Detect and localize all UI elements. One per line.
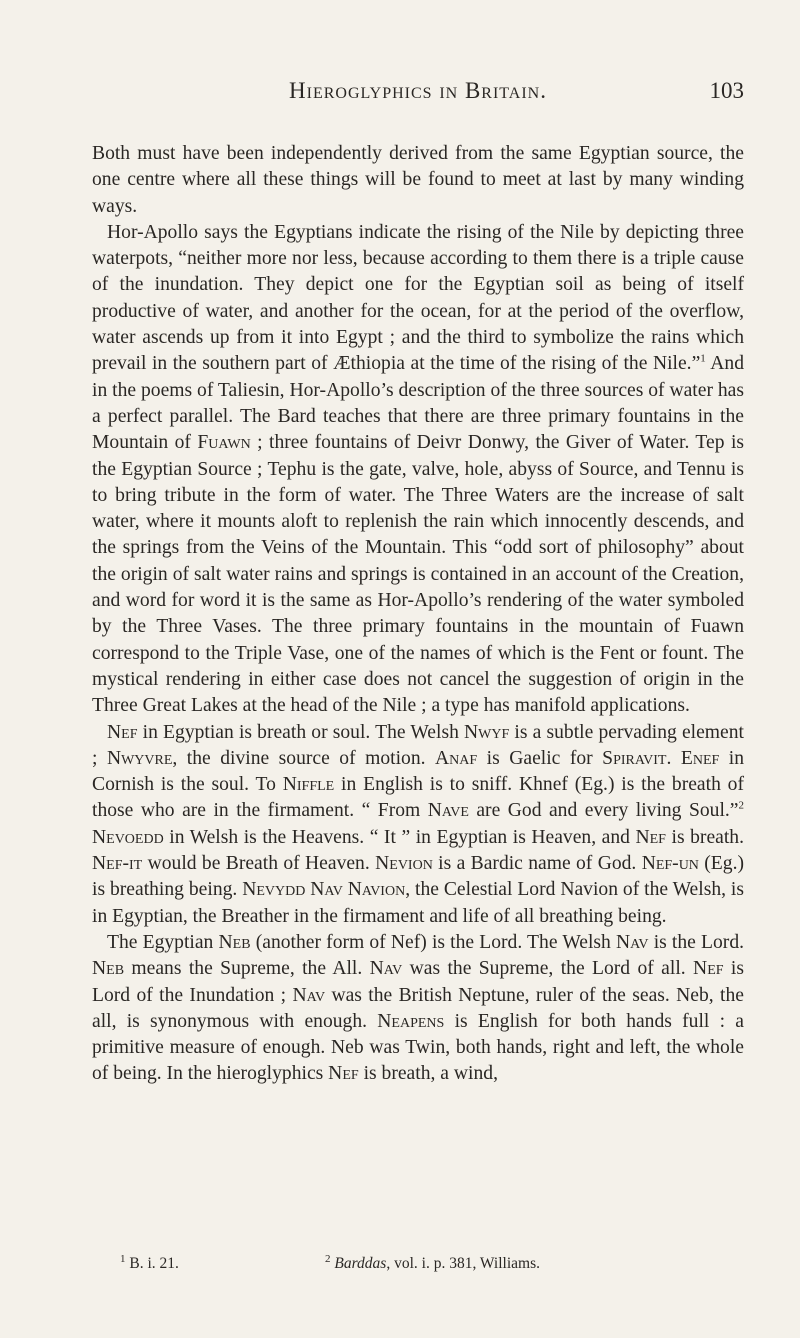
p3-text: is a Bardic name of God. xyxy=(432,853,642,875)
p3-text: , the divine source of motion. xyxy=(172,747,436,769)
term-nav: Nav xyxy=(292,984,326,1006)
page-number: 103 xyxy=(709,78,744,103)
p3-text: . xyxy=(666,747,681,769)
term-nef: Nef xyxy=(328,1063,359,1085)
term-nevydd-nav-navion: Nevydd Nav Navion xyxy=(242,879,406,901)
term-nave: Nave xyxy=(427,800,469,822)
term-nef: Nef xyxy=(635,826,666,848)
p3-text: in Cornish is the soul. To xyxy=(92,747,745,796)
term-nef-it: Nef-it xyxy=(92,853,143,875)
term-anaf: Anaf xyxy=(435,747,478,769)
p4-text: was the Supreme, the Lord of all. xyxy=(402,958,694,980)
term-nef: Nef xyxy=(693,958,724,980)
term-nwyf: Nwyf xyxy=(464,721,510,743)
footnote-1-text: B. i. 21. xyxy=(125,1255,179,1272)
p4-text: is breath, a wind, xyxy=(358,1063,498,1085)
term-nav: Nav xyxy=(615,931,649,953)
p3-text: is breath. xyxy=(665,826,744,848)
p3-text: in English is to sniff. Khnef (Eg.) is the breath of those who are in the firmament. “ From xyxy=(92,774,745,822)
paragraph-2 xyxy=(92,220,744,720)
footnote-mark-2: 2 xyxy=(325,1252,331,1265)
term-nav: Nav xyxy=(369,958,403,980)
paragraph-4 xyxy=(92,930,744,1088)
paragraph-1: Both must have been independently derived from the same Egyptian source, the one centre where all these things will be found to meet at last by many winding ways. xyxy=(92,143,744,217)
p3-text: , the Celestial Lord Navion of the Welsh, is in Egyptian, the Breather in the firmament and life of all breathing being. xyxy=(92,879,744,927)
term-neapens: Neapens xyxy=(377,1010,445,1032)
term-neb: Neb xyxy=(92,958,125,980)
p3-text: in Egyptian is breath or soul. The Welsh xyxy=(137,721,465,743)
p3-text: in Welsh is the Heavens. “ It ” in Egyptian is Heaven, and xyxy=(163,826,636,848)
p3-text: are God and every living Soul.” xyxy=(468,800,739,822)
term-nevion: Nevion xyxy=(375,853,433,875)
body-text xyxy=(92,141,744,1088)
term-spiravit: Spiravit xyxy=(602,747,667,769)
p4-text: The Egyptian xyxy=(107,931,219,953)
p4-text: means the Supreme, the All. xyxy=(124,958,370,980)
p3-text: (Eg.) is breathing being. xyxy=(92,853,744,901)
term-enef: Enef xyxy=(680,747,720,769)
running-title: Hieroglyphics in Britain. xyxy=(289,78,547,103)
footnote-2-title: Barddas xyxy=(334,1255,387,1272)
p2-text-1: Hor-Apollo says the Egyptians indicate the rising of the Nile by depicting three waterpots, “neither more nor less, because according to them there is a triple cause of the inundation. They depict one for the Egyptian soil as being of itself productive of water, and another for the ocean, for at the period of the overflow, water ascends up from it into Egypt ; and the third to symbolize the rains which prevail in the southern part of Æthiopia at the time of the rising of the Nile.” xyxy=(92,221,744,375)
footnote-1 xyxy=(120,1254,179,1274)
term-nef: Nef xyxy=(107,721,138,743)
paragraph-3 xyxy=(92,720,744,930)
p4-text: (another form of Nef) is the Lord. The Welsh xyxy=(250,931,616,953)
footnote-2-text: , vol. i. p. 381, Williams. xyxy=(386,1255,541,1272)
p3-text: would be Breath of Heaven. xyxy=(142,853,376,875)
term-niffle: Niffle xyxy=(282,774,335,796)
p3-text: is a subtle pervading element ; xyxy=(92,721,744,769)
p4-text: is the Lord. xyxy=(648,931,745,953)
term-fuawn: Fuawn xyxy=(197,432,251,454)
p3-text: is Gaelic for xyxy=(477,747,603,769)
term-nevoedd: Nevoedd xyxy=(92,826,164,848)
footnote-ref-2[interactable]: 2 xyxy=(738,799,744,812)
term-neb: Neb xyxy=(218,931,251,953)
term-nwyvre: Nwyvre xyxy=(106,747,173,769)
p4-text: is English for both hands full : a primitive measure of enough. Neb was Twin, both hands, right and left, the whole of being. In the hieroglyphics xyxy=(92,1010,744,1085)
page-header xyxy=(92,78,744,114)
term-nef-un: Nef-un xyxy=(641,853,699,875)
p4-text: is Lord of the Inundation ; xyxy=(92,958,744,1006)
footnote-ref-1[interactable]: 1 xyxy=(700,352,706,365)
p4-text: was the British Neptune, ruler of the seas. Neb, the all, is synonymous with enough. xyxy=(92,984,744,1032)
footnote-mark-1: 1 xyxy=(120,1252,126,1265)
footnote-2 xyxy=(325,1254,540,1274)
p2-text-3: ; three fountains of Deivr Donwy, the Giver of Water. Tep is the Egyptian Source ; Tephu is the gate, valve, hole, abyss of Source, and Tennu is to bring tribute in the form of water. The Three Waters are the increase of salt water, where it mounts aloft to replenish the rain which innocently descends, and the springs from the Veins of the Mountain. This “odd sort of philosophy” about the origin of salt water rains and springs is contained in an account of the Creation, and word for word it is the same as Hor-Apollo’s rendering of the water symboled by the Three Vases. The three primary fountains in the mountain of Fuawn correspond to the Triple Vase, one of the names of which is the Fent or fount. The mystical rendering in either case does not cancel the suggestion of origin in the Three Great Lakes at the head of the Nile ; a type has manifold applications. xyxy=(92,432,745,717)
p2-text-2: And in the poems of Taliesin, Hor-Apollo’s description of the three sources of water has a perfect parallel. The Bard teaches that there are three primary fountains in the Mountain of xyxy=(92,353,744,454)
